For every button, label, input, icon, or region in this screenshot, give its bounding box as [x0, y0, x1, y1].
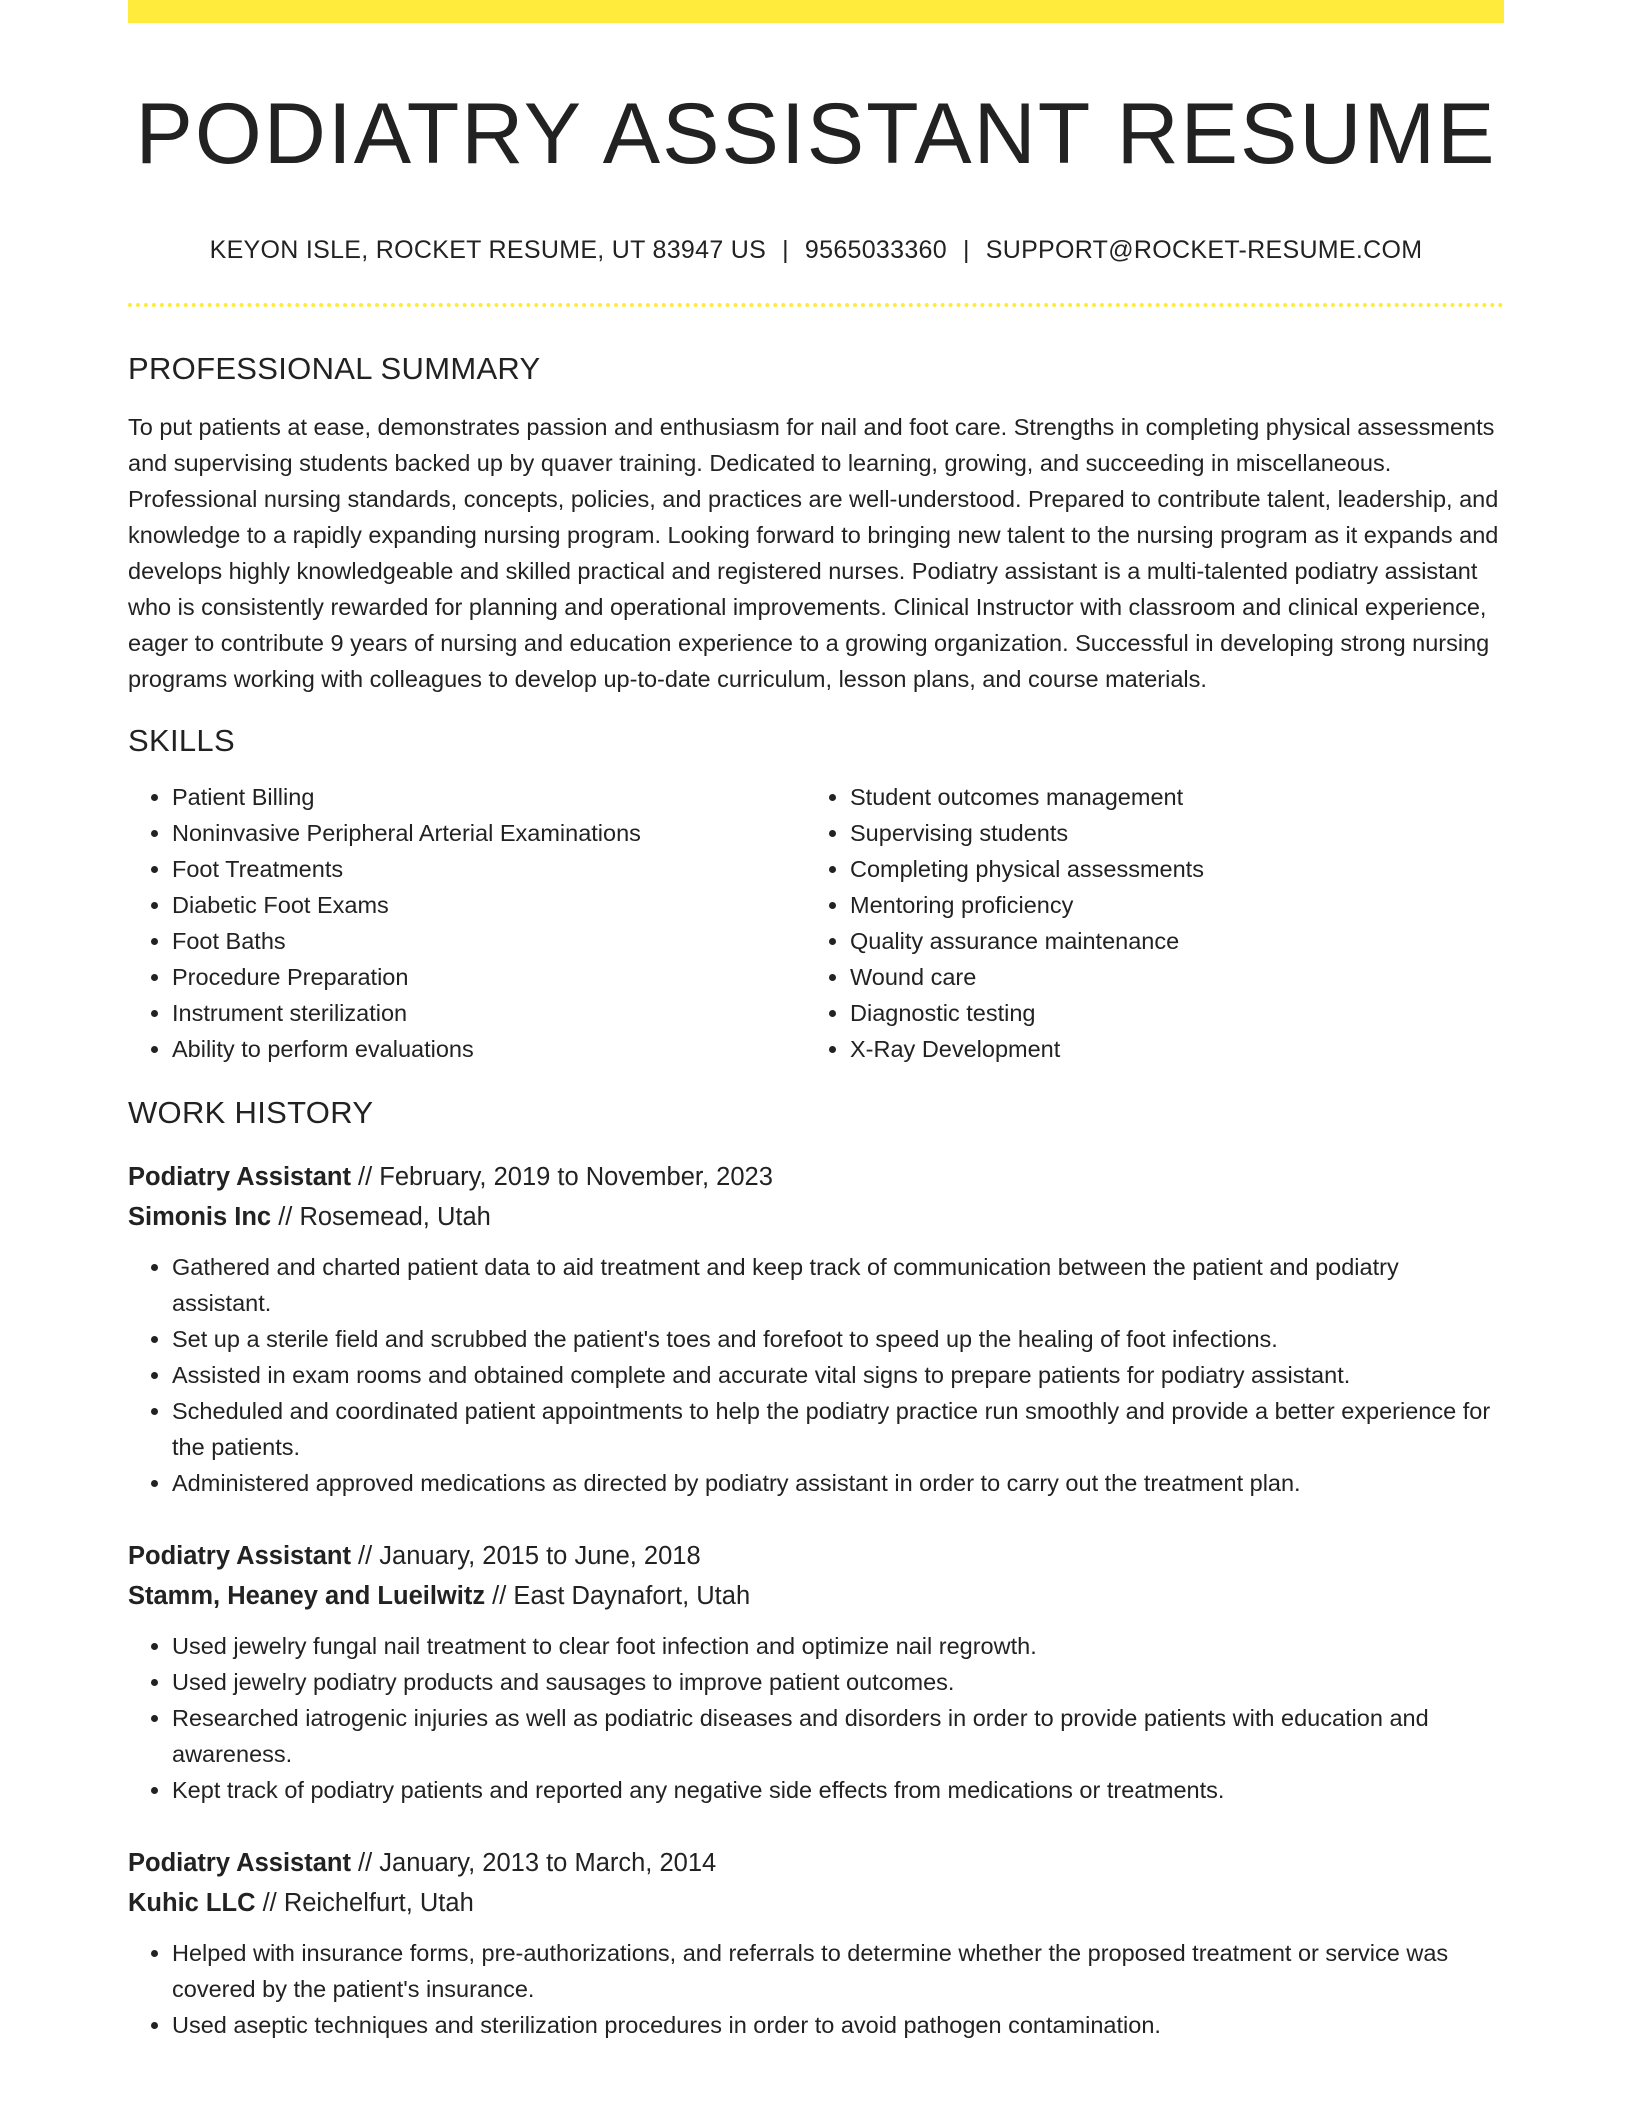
job-bullet: • Kept track of podiatry patients and reported any negative side effects from medications or treatments.: [172, 1772, 1504, 1808]
contact-address: KEYON ISLE, ROCKET RESUME, UT 83947 US: [209, 236, 767, 265]
summary-text: To put patients at ease, demonstrates passion and enthusiasm for nail and foot care. Strengths in completing physical assessments and supervising students backed up by quaver training. Dedicated to learning, growing, and succeeding in miscellaneous. Professional nursing standards, concepts, policies, and practices are well-understood. Prepared to contribute talent, leadership, and knowledge to a rapidly expanding nursing program. Looking forward to bringing new talent to the nursing program as it expands and develops highly knowledgeable and skilled practical and registered nurses. Podiatry assistant is a multi-talented podiatry assistant who is consistently rewarded for planning and operational improvements. Clinical Instructor with classroom and clinical experience, eager to contribute 9 years of nursing and education experience to a growing organization. Successful in developing strong nursing programs working with colleagues to develop up-to-date curriculum, lesson plans, and course materials.: [128, 414, 1499, 693]
job-bullets: [128, 1935, 1504, 2043]
skill-item: • Quality assurance maintenance: [850, 923, 1484, 959]
job-title: Podiatry Assistant: [128, 1163, 351, 1192]
job-entry: [128, 1536, 1504, 1808]
job-title: Podiatry Assistant: [128, 1542, 351, 1571]
skill-item: • Procedure Preparation: [172, 959, 806, 995]
skill-item: • Wound care: [850, 959, 1484, 995]
skills-columns: [128, 779, 1504, 1067]
skill-item: • Noninvasive Peripheral Arterial Examinations: [172, 815, 806, 851]
skill-item: • Foot Baths: [172, 923, 806, 959]
skill-item: • X-Ray Development: [850, 1031, 1484, 1067]
contact-separator: |: [782, 236, 789, 265]
skills-list-right: [806, 779, 1484, 1067]
resume-title: PODIATRY ASSISTANT RESUME: [135, 86, 1497, 182]
job-bullet: • Used jewelry podiatry products and sausages to improve patient outcomes.: [172, 1664, 1504, 1700]
job-dates: // January, 2013 to March, 2014: [350, 1849, 717, 1878]
job-bullet: • Gathered and charted patient data to aid treatment and keep track of communication between the patient and podiatry assistant.: [172, 1249, 1504, 1321]
job-company: Kuhic LLC: [128, 1889, 256, 1918]
job-company-line: [128, 1197, 1504, 1237]
skill-item: • Ability to perform evaluations: [172, 1031, 806, 1067]
job-entry: [128, 1157, 1504, 1501]
job-entry: [128, 1843, 1504, 2043]
job-bullets: [128, 1249, 1504, 1501]
job-company: Stamm, Heaney and Lueilwitz: [128, 1582, 486, 1611]
job-dates: // January, 2015 to June, 2018: [350, 1542, 701, 1571]
job-company-line: [128, 1576, 1504, 1616]
job-title: Podiatry Assistant: [128, 1849, 351, 1878]
job-title-line: [128, 1536, 1504, 1576]
skill-item: • Completing physical assessments: [850, 851, 1484, 887]
skill-item: • Student outcomes management: [850, 779, 1484, 815]
job-company-line: [128, 1883, 1504, 1923]
skill-item: • Supervising students: [850, 815, 1484, 851]
job-location: // Rosemead, Utah: [271, 1203, 491, 1232]
job-bullets: [128, 1628, 1504, 1808]
job-location: // East Daynafort, Utah: [485, 1582, 751, 1611]
summary-heading: PROFESSIONAL SUMMARY: [128, 351, 541, 387]
resume-page: [128, 0, 1504, 2112]
job-title-line: [128, 1843, 1504, 1883]
job-bullet: • Assisted in exam rooms and obtained complete and accurate vital signs to prepare patients for podiatry assistant.: [172, 1357, 1504, 1393]
job-bullet: • Researched iatrogenic injuries as well as podiatric diseases and disorders in order to provide patients with education and awareness.: [172, 1700, 1504, 1772]
job-title-line: [128, 1157, 1504, 1197]
job-dates: // February, 2019 to November, 2023: [350, 1163, 773, 1192]
accent-top-bar: [128, 0, 1504, 23]
job-bullet: • Used jewelry fungal nail treatment to clear foot infection and optimize nail regrowth.: [172, 1628, 1504, 1664]
job-bullet: • Set up a sterile field and scrubbed the patient's toes and forefoot to speed up the healing of foot infections.: [172, 1321, 1504, 1357]
job-company: Simonis Inc: [128, 1203, 272, 1232]
contact-email[interactable]: SUPPORT@ROCKET-RESUME.COM: [985, 236, 1423, 265]
skills-heading: SKILLS: [128, 723, 235, 759]
job-bullet: • Scheduled and coordinated patient appointments to help the podiatry practice run smoothly and provide a better experience for the patients.: [172, 1393, 1504, 1465]
work-history-heading: WORK HISTORY: [128, 1095, 374, 1131]
job-bullet: • Used aseptic techniques and sterilization procedures in order to avoid pathogen contamination.: [172, 2007, 1504, 2043]
job-bullet: • Helped with insurance forms, pre-authorizations, and referrals to determine whether the proposed treatment or service was covered by the patient's insurance.: [172, 1935, 1504, 2007]
contact-separator: |: [962, 236, 970, 265]
skill-item: • Patient Billing: [172, 779, 806, 815]
dotted-divider: [128, 303, 1504, 307]
contact-line: [128, 236, 1504, 265]
skill-item: • Mentoring proficiency: [850, 887, 1484, 923]
job-bullet: • Administered approved medications as directed by podiatry assistant in order to carry out the treatment plan.: [172, 1465, 1504, 1501]
contact-phone: 9565033360: [804, 236, 947, 265]
skill-item: • Foot Treatments: [172, 851, 806, 887]
skill-item: • Instrument sterilization: [172, 995, 806, 1031]
skill-item: • Diagnostic testing: [850, 995, 1484, 1031]
skill-item: • Diabetic Foot Exams: [172, 887, 806, 923]
skills-list-left: [128, 779, 806, 1067]
job-location: // Reichelfurt, Utah: [255, 1889, 474, 1918]
